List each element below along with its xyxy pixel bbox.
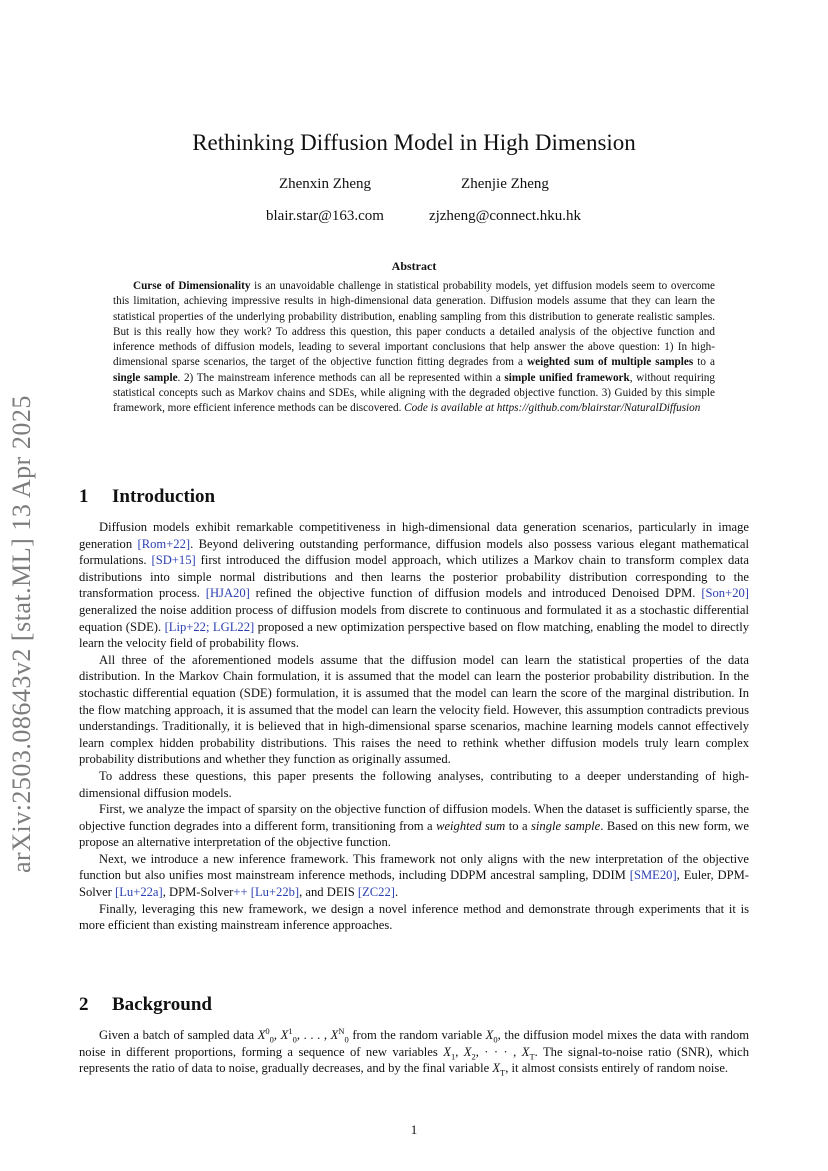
abstract-bold-3: single sample <box>113 371 178 384</box>
math-sub: 0 <box>269 1034 274 1045</box>
math-sub: T <box>500 1067 506 1078</box>
author-email-2: zjzheng@connect.hku.hk <box>428 208 582 224</box>
author-name-2: Zhenjie Zheng <box>461 176 549 192</box>
text-run: , · · · , <box>475 1044 522 1059</box>
text-run: to a <box>505 818 532 833</box>
text-run: . <box>394 885 399 900</box>
paper-title: Rethinking Diffusion Model in High Dimension <box>192 130 636 155</box>
math-sup: 0 <box>265 1025 270 1036</box>
citation-link[interactable]: [HJA20] <box>205 586 250 601</box>
citation-link[interactable]: [Lu+22b] <box>250 885 300 900</box>
text-run: generalized the noise addition process of diffusion models from discrete to continuous and formulated it as a stochastic differential equation (SDE). <box>79 602 749 634</box>
text-run: , Euler, DPM-Solver <box>79 868 749 900</box>
text-run: first introduced the diffusion model approach, which utilizes a Markov chain to transform complex data distributions into simple normal distributions and then learns the posterior probability distribution corresponding to the transformation process. <box>79 553 749 601</box>
plus-plus-link[interactable]: ++ <box>233 885 248 900</box>
text-run: Given a batch of sampled data <box>99 1028 258 1042</box>
math-x: X <box>257 1028 266 1042</box>
math-x: X <box>443 1044 451 1059</box>
text-run: proposed a new optimization perspective based on flow matching, enabling the model to directly learn the velocity field of probability flows. <box>79 619 750 651</box>
abstract-bold-4: simple unified framework <box>504 371 630 384</box>
page-number: 1 <box>410 1122 418 1137</box>
math-x: X <box>280 1028 289 1042</box>
text-run: refined the objective function of diffusion models and introduced Denoised DPM. <box>249 586 702 601</box>
text-run: Next, we introduce a new inference framework. This framework not only aligns with the new interpretation of the objective function but also unifies most mainstream inference methods, including DDPM ancestral sampling, DDIM <box>79 851 749 883</box>
section-title: Background <box>112 994 212 1015</box>
math-sub: T <box>529 1051 535 1062</box>
text-run: , <box>273 1028 281 1042</box>
math-sub: 0 <box>344 1034 349 1045</box>
text-run: , <box>455 1044 464 1059</box>
intro-paragraph-4 <box>79 801 749 851</box>
math-x: X <box>463 1044 472 1059</box>
intro-paragraph-1 <box>79 519 749 652</box>
emphasis: single sample <box>531 818 601 833</box>
text-run: First, we analyze the impact of sparsity on the objective function of diffusion models. When the dataset is sufficiently sparse, the objective function degrades into a different form, transitioning from a <box>79 802 749 833</box>
text-run: . Beyond delivering outstanding performance, diffusion models also possess various elegant mathematical formulations. <box>79 536 749 568</box>
text-run: Diffusion models exhibit remarkable competitiveness in high-dimensional data generation scenarios, particularly in image generation <box>79 520 749 551</box>
citation-link[interactable]: [SD+15] <box>151 553 196 568</box>
emphasis: weighted sum <box>436 818 506 833</box>
math-sub: 0 <box>292 1034 297 1045</box>
introduction-body <box>79 519 749 934</box>
math-x: X <box>485 1028 494 1042</box>
abstract-part-2: to a <box>693 356 716 369</box>
section-heading-introduction <box>79 486 215 508</box>
author-email-1: blair.star@163.com <box>266 208 384 224</box>
text-run: , DPM-Solver <box>162 885 234 900</box>
abstract-text <box>113 279 715 417</box>
arxiv-stamp: arXiv:2503.08643v2 [stat.ML] 13 Apr 2025 <box>7 395 36 873</box>
intro-paragraph-2: All three of the aforementioned models assume that the diffusion model can learn the statistical properties of the data distribution. In the Markov Chain formulation, it is assumed that the model can learn the posterior probability distribution. In the stochastic differential equation (SDE) formulation, it is assumed that the model can learn the score of the marginal distribution. In the flow matching approach, it is assumed that the model can learn the velocity field. However, this assumption contradicts previous understandings. Traditionally, it is believed that in high-dimensional sparse scenarios, machine learning models cannot effectively learn complex hidden probability distributions. This raises the need to rethink whether diffusion models truly learn complex probability distributions and whether they function as originally assumed. <box>79 652 749 767</box>
citation-link[interactable]: [Lu+22a] <box>115 885 163 900</box>
text-run: , and DEIS <box>299 885 358 900</box>
intro-paragraph-5 <box>79 851 749 901</box>
citation-link[interactable]: [Lip+22; LGL22] <box>164 619 255 634</box>
math-x: X <box>330 1028 339 1042</box>
abstract-bold-lead: Curse of Dimensionality <box>133 280 251 292</box>
math-sub: 0 <box>493 1034 498 1045</box>
text-run: . Based on this new form, we propose an alternative interpretation of the objective function. <box>79 818 749 850</box>
background-paragraph-1 <box>79 1027 749 1077</box>
citation-link[interactable]: [Son+20] <box>701 586 749 601</box>
abstract-heading: Abstract <box>391 259 437 273</box>
math-sub: 2 <box>471 1051 476 1062</box>
abstract-part-3: . 2) The mainstream inference methods can all be represented within a <box>177 371 505 384</box>
text-run: , the diffusion model mixes the data with random noise in different proportions, forming a sequence of new variables <box>79 1028 750 1059</box>
math-x: X <box>492 1061 501 1076</box>
author-name-1: Zhenxin Zheng <box>278 176 372 192</box>
background-body <box>79 1027 749 1077</box>
citation-link[interactable]: [Rom+22] <box>137 536 191 551</box>
intro-paragraph-6: Finally, leveraging this new framework, we design a novel inference method and demonstrate through experiments that it is more efficient than existing mainstream inference approaches. <box>79 901 749 933</box>
section-heading-background <box>79 994 212 1016</box>
math-x: X <box>521 1044 530 1059</box>
text-run: from the random variable <box>348 1028 486 1042</box>
abstract-part-4: , without requiring statistical concepts such as Markov chains and SDEs, while aligning with the degraded objective function. 3) Guided by this simple framework, more efficient inference methods can be discovered. <box>113 371 715 415</box>
math-sup: 1 <box>288 1025 293 1036</box>
intro-paragraph-3: To address these questions, this paper presents the following analyses, contributing to a deeper understanding of high-dimensional diffusion models. <box>79 768 749 800</box>
section-title: Introduction <box>112 486 216 507</box>
abstract-part-1: is an unavoidable challenge in statistical probability models, yet diffusion models seem to overcome this limitation, achieving impressive results in high-dimensional data generation. Diffusion models assume that they can learn the statistical properties of the underlying probability distribution, enabling sampling from this distribution to generate realistic samples. But is this really how they work? To address this question, this paper conducts a detailed analysis of the objective function and inference methods of diffusion models, leading to several important conclusions that help answer the above question: 1) In high-dimensional sparse scenarios, the target of the objective function fitting degrades from a <box>113 280 715 369</box>
citation-link[interactable]: [SME20] <box>629 868 677 883</box>
text-run: , . . . , <box>296 1028 331 1042</box>
section-number: 2 <box>79 994 89 1015</box>
section-number: 1 <box>79 486 89 507</box>
citation-link[interactable]: [ZC22] <box>357 885 395 900</box>
text-run: , it almost consists entirely of random noise. <box>505 1061 729 1076</box>
abstract-code-link[interactable]: Code is available at https://github.com/blairstar/NaturalDiffusion <box>404 402 701 415</box>
abstract-bold-2: weighted sum of multiple samples <box>527 356 694 369</box>
math-sub: 1 <box>450 1051 456 1062</box>
text-run: . The signal-to-noise ratio (SNR), which represents the ratio of data to noise, gradually decreases, and by the final variable <box>79 1044 750 1076</box>
math-sup: N <box>338 1025 345 1036</box>
